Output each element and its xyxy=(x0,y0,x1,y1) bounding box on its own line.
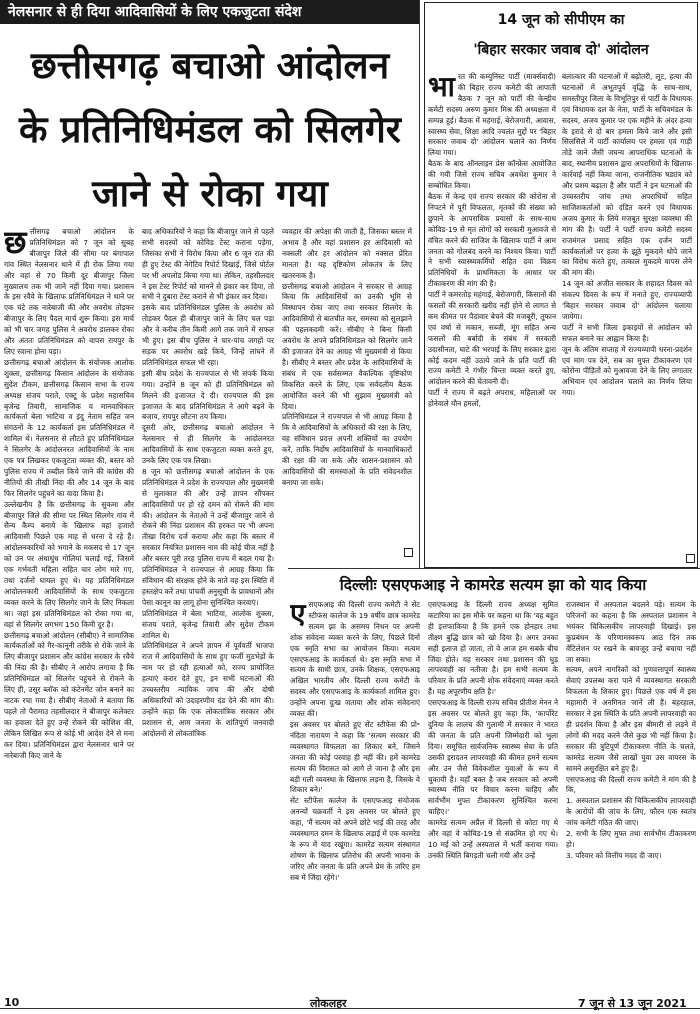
bottom-article-headline: दिल्लीः एसएफआइ ने कामरेड सत्यम झा को याद किया xyxy=(339,576,647,594)
right-article-end-mark xyxy=(686,554,695,563)
bottom-article-column-1 xyxy=(290,600,420,1006)
right-article-title-line-2: 'बिहार सरकार जवाब दो' आंदोलन xyxy=(473,42,649,58)
headline-line-1: छत्तीसगढ़ बचाओ आंदोलन xyxy=(30,44,390,87)
bottom-article-col1-text: सएफआइ की दिल्ली राज्य कमेटी ने सेंट स्टीफंस कालेज के 19 वर्षीय छात्र कामरेड सत्यम झा के असमय निधन पर अपनी शोक संवेदना व्यक्त करने के लिए, पिछले दिनों एक स्मृति सभा का आयोजन किया। सत्यम एसएफआइ के कार्यकर्ता थे। इस स्मृति सभा में सत्यम के साथी छात्र, उनके शिक्षक, एसएफआइ अखिल भारतीय और दिल्ली राज्य कमेटी के सदस्य और एसएफआइ के कार्यकर्ता शामिल हुए। उन्होंने अपना दुःख जताया और शोक संवेदनाएं व्यक्त कीं। इस अवसर पर बोलते हुए सेंट स्टीफेंस की प्रो॰ नंदिता नारायण ने कहा कि 'सत्यम सरकार की व्यवस्थागत विफलता का शिकार बने, जिसने जनता की कोई परवाह ही नहीं की। हमें कामरेड सत्यम की विरासत को आगे ले जाना है और इस बड़ी गली व्यवस्था के खिलाफ लड़ना है, जिसके वे शिकार बने।' सेंट स्टीफेंस कालेज के एसएफआइ संयोजक अनन्यों चक्रवर्ती ने इस अवसर पर बोलते हुए कहा, 'मैं सत्यम को अपने छोटे भाई की तरह और व्यवस्थागत दमन के खिलाफ लड़ाई में एक कामरेड के रूप में याद रखूंगा। कामरेड सत्यम संस्थागत शोषण के खिलाफ प्रतिरोध की अपनी भावना के जरिए और जनता के प्रति अपने प्रेम के जरिए हम सब में जिंदा रहेंगे।' xyxy=(290,600,420,882)
right-article-column-2: बलात्कार की घटनाओं में बढ़ोतरी, लूट, हत्या की घटनाओं में अभूतपूर्व वृद्धि के साथ-साथ, समस्तीपुर जिला के विभूतिपुर से पार्टी के विधायक एवं विधायक दल के नेता, पार्टी के सचिवमंडल के सदस्य, अजय कुमार पर एक महीने के अंदर हत्या के इरादे से दो बार हमला किये जाने और इसी सिलसिले में पार्टी कार्यालय पर हमला एवं गाड़ी तोड़े जाने जैसी जघन्य आपराधिक घटनाओं के बाद, स्थानीय प्रशासन द्वारा अपराधियों के खिलाफ कार्रवाई नहीं किया जाना, राजनीतिक षड्यंत्र को और प्रशय बढ़ाता है और पार्टी ने इन घटनाओं की उच्चस्तरीय जांच तथा अपराधियों सहित साजिशकर्ताओं को दंडित करने एवं विधायक अजय कुमार के लिये मजबूत सुरक्षा व्यवस्था की मांग की है। पार्टी ने पार्टी राज्य कमेटी सदस्य राजमंगल प्रसाद सहित एक दर्जन पार्टी कार्यकर्ताओं पर हत्या के झूठे मुकदमे थोपे जाने का विरोध करते हुए, तत्काल मुकदमे वापस लेने की मांग की। 14 जून को अजीत सरकार के शहादत दिवस को संकल्प दिवस के रूप में मनाते हुए, राज्यव्यापी 'बिहार सरकार जवाब दो' आंदोलन चलाया जायेगा। पार्टी ने सभी जिला इकाइयों से आंदोलन को सफल बनाने का आह्वान किया है। जून के अंतिम सप्ताह में राज्यव्यापी धरना-प्रदर्शन एवं मांग पत्र देने, सब का मुफ्त टीकाकरण एवं कोरोना पीड़ितों को मुआवजा देने के लिए लगातार अभियान एवं आंदोलन चलाने का निर्णय लिया गया। xyxy=(562,72,692,398)
left-article-column-2: बाद अधिकारियों ने कहा कि बीजापुर जाने से पहले सभी सदस्यों को कोविड टेस्ट कराना पड़ेगा, जिसका सभी ने विरोध किया और 6 जून रात की ही हुए टेस्ट की नेगेटिव रिपोर्ट दिखाई, जिसे पोर्टल पर भी अपलोड किया गया था। लेकिन, तहसीलदार ने इस टेस्ट रिपोर्ट को मानने से इंकार कर दिया, तो सभी ने दुबारा टेस्ट कराने से भी इंकार कर दिया। इसके बाद प्रतिनिधिमंडल पुलिस के अवरोध को तोड़कर पैदल ही बीजापुर जाने के लिए चल पड़ा और वे करीब तीन किमी आगे तक जाने में सफल भी हुए। इस बीच पुलिस ने चार-पांच जगहों पर सड़क पर अवरोध खड़े किये, जिन्हें लांघने में प्रतिनिधिमंडल सफल भी रहा। इसी बीच प्रदेश के राज्यपाल से भी संपर्क किया गया। उन्होंने 8 जून को ही प्रतिनिधिमंडल को मिलने की इजाजत दे दी। राज्यपाल की इस इजाजत के बाद प्रतिनिधिमंडल ने आगे बढ़ने के बजाय, रायपुर लौटना तय किया। दूसरी ओर, छत्तीसगढ़ बचाओ आंदोलन ने नेलसनार से ही सिलगेर के आंदोलनरत आदिवासियों के साथ एकजुटता व्यक्त करते हुए, उनके लिए एक पत्र लिखा। 8 जून को छत्तीसगढ़ बचाओ आंदोलन के एक प्रतिनिधिमंडल ने प्रदेश के राज्यपाल और मुख्यमंत्री से मुलाकात की और उन्हें ज्ञापन सौंपकर आदिवासियों पर हो रहे दमन को रोकने की मांग की। आंदोलन के नेताओं ने उन्हें बीजापुर जाने से रोकने की निंदा प्रशासन की हरकत पर भी अपना तीखा विरोध दर्ज कराया और कहा कि बस्तर में सरकार नियंत्रित प्रशासन नाम की कोई चीज नहीं है और बस्तर पूरी तरह पुलिस राज्य में बदल गया है। प्रतिनिधिमंडल ने राज्यपाल से आग्रह किया कि संविधान की संरक्षक होने के नाते वह इस स्थिति में हस्तक्षेप करें तथा पांचवीं अनुसूची के प्रावधानों और पेसा कानून का लागू होना सुनिश्चित करवाएं। प्रतिनिधिमंडल में बेला भाटिया, आलोक शुक्ला, संजय पराते, बृजेन्द्र तिवारी और सुदेश टीकम शामिल थे। प्रतिनिधिमंडल ने अपने ज्ञापन में पूर्ववर्ती भाजपा राज में आदिवासियों के साथ हुए फर्जी मुठभेड़ों के नाम पर हो रही हत्याओं को, राज्य प्रायोजित हत्याएं करार देते हुए, इन सभी घटनाओं की उच्चस्तरीय न्यायिक जांच की और दोषी अधिकारियों को उदाहरणीय दंड देने की मांग की। उन्होंने कहा कि एक लोकतांत्रिक सरकार और प्रशासन से, आम जनता के शांतिपूर्ण जनवादी आंदोलनों से लोकतांत्रिक xyxy=(142,227,274,738)
footer-publication: लोकलहर xyxy=(310,997,347,1010)
left-article-col1-text: त्तीसगढ़ बचाओ आंदोलन के प्रतिनिधिमंडल को 7 जून को सुबह बीजापुर जिले की सीमा पर बंगापाल गांव स्थित नेलसनार थाने में ही रोक लिया गया और वहां से 70 किमी दूर बीजापुर जिला मुख्यालय तक भी जाने नहीं दिया गया। प्रशासन के इस रवैये के खिलाफ प्रतिनिधिमंडल ने थाने पर एक घंटे तक नारेबाजी की और अवरोध तोड़कर बीजापुर के लिए पैदल मार्च शुरू किया। इस मार्च को भी चार जगह पुलिस ने अवरोध डालकर रोका और अंततः प्रतिनिधिमंडल को वापस रायपुर के लिए रवाना होना पड़ा। छत्तीसगढ़ बचाओ आंदोलन के संयोजक आलोक शुक्ला, छत्तीसगढ़ किसान आंदोलन के संयोजक सुदेश टीकम, छत्तीसगढ़ किसान सभा के राज्य अध्यक्ष संजय पराते, एक्टू के प्रदेश महासचिव बृजेन्द्र तिवारी, सामाजिक व मानवाधिकार कार्यकर्ता बेला भाटिया व इंदु नेताम सहित जन संगठनों के 12 कार्यकर्ता इस प्रतिनिधिमंडल में शामिल थे। नेलसनार से लौटते हुए प्रतिनिधिमंडल ने सिलगेर के आंदोलनरत आदिवासियों के नाम एक पत्र लिखकर एकजुटता व्यक्त की, बस्तर को पुलिस राज्य में तब्दील किये जाने की कांग्रेस की नीतियों की तीखी निंदा की और 14 जून के बाद फिर सिलगेर पहुंचने का वादा किया है। उल्लेखनीय है कि छत्तीसगढ़ के सुकमा और बीजापुर जिले की सीमा पर स्थित सिलगेर गांव में सैन्य कैम्प बनाये के खिलाफ वहां हजारों आदिवासी पिछले एक माह से धरना दे रहे हैं। आंदोलनकारियों को भगाने के मकसद से 17 जून को उन पर अंधाधुंध गोलियां चलाई गई, जिसमें एक गर्भवती महिला सहित चार लोग मारे गए, तथा दर्जनों घायल हुए थे। यह प्रतिनिधिमंडल आंदोलनकारी आदिवासियों के साथ एकजुटता व्यक्त करने के लिए सिलगेर जाने के लिए निकला था। जहां इस प्रतिनिधिमंडल को रोका गया था, वहां से सिलगेर लगभग 150 किमी दूर है। छत्तीसगढ़ बचाओ आंदोलन (सीबीए) ने सामाजिक कार्यकर्ताओं को गैर-कानूनी तरीके से रोके जाने के लिए बीजापुर प्रशासन और कांग्रेस सरकार के रवैये की निंदा की है। सीबीए ने आरोप लगाया है कि प्रतिनिधिमंडल को सिलगेर पहुंचने से रोकने के लिए ही, उसूर ब्लॉक को कंटेनमेंट जोन बनाने का नाटक रचा गया है। सीबीए नेताओं ने बताया कि पहले तो पैरामाउ तहसीलदार ने बीजापुर कलेक्टर का हवाला देते हुए उन्हें रोकने की कोशिश की, लेकिन लिखित रूप से कोई भी आदेश देने से मना कर दिया। प्रतिनिधिमंडल द्वारा नेलसनार थाने पर नारेबाजी किए जाने के xyxy=(4,227,134,760)
right-article-col1-text: रत की कम्युनिस्ट पार्टी (मार्क्सवादी) की बिहार राज्य कमेटी की आपाती बैठक 7 जून को पार्टी की केन्द्रीय कमेटी सदस्य अरुण कुमार मिश्र की अध्यक्षता में सम्पन्न हुई। बैठक में महंगाई, बेरोजगारी, आवास, स्वास्थ्य सेवा, शिक्षा आदि ज्वलंत मुद्दों पर 'बिहार सरकार जवाब दो' आंदोलन चलाने का निर्णय लिया गया। बैठक के बाद ऑनलाइन प्रेस कॉन्फ्रेंस आयोजित की गयी जिसे राज्य सचिव अवधेश कुमार ने सम्बोधित किया। बैठक में केन्द्र एवं राज्य सरकार की कोरोना से निपटने में पूरी विफलता, मृतकों की संख्या को छुपाने के आपराधिक प्रयासों के साथ-साथ कोविड-19 से मृत लोगों को सरकारी मुआवजे से वंचित करने की साजिश के खिलाफ पार्टी ने आम जनता को गोलबंद करने का निश्चय किया। पार्टी ने सभी स्वास्थ्यकर्मियों सहित दवा विक्रय प्रतिनिधियों के प्राथमिकता के आधार पर टीकाकरण की मांग की है। पार्टी ने कमरतोड़ महंगाई, बेरोजगारी, किसानों की फसलों की सरकारी खरीद नहीं होने से लागत से कम कीमत पर पैदावार बेचने की मजबूरी, तूफान एवं वर्षा से मकान, सब्जी, मूंग सहित अन्य फसलों की बर्बादी के संबंध में सरकारी उदासीनता, घाटे की भरपाई के लिए सरकार द्वारा कोई कदम नहीं उठाये जाने के प्रति पार्टी की राज्य कमेटी ने गंभीर चिन्ता व्यक्त करते हुए, आंदोलन करने की चेतावनी दी। पार्टी ने राज्य में बढ़ते अपराध, महिलाओं पर होनेवाले यौन हमलों, xyxy=(428,72,556,409)
right-article-dropcap: भा xyxy=(428,72,455,103)
left-article-dropcap: छ xyxy=(4,227,27,261)
right-article-title-line-1: 14 जून को सीपीएम का xyxy=(497,12,625,28)
bottom-article-top-rule xyxy=(288,568,700,569)
bottom-article-dropcap: ए xyxy=(290,600,306,630)
footer-date-range: 7 जून से 13 जून 2021 xyxy=(578,997,687,1010)
left-article-banner: नेलसनार से ही दिया आदिवासियों के लिए एकजुटता संदेश xyxy=(0,0,420,24)
left-article-column-1 xyxy=(4,227,134,1007)
headline-line-3: जाने से रोका गया xyxy=(92,172,328,215)
left-article-headline xyxy=(0,34,420,226)
right-article-column-1 xyxy=(428,72,556,560)
bottom-article-column-2: एसएफआइ के दिल्ली राज्य अध्यक्ष सुमित कटारिया का इस मौके पर कहना था कि 'वह बहुत ही इत्तफाकिया है कि हमने एक होनहार तथा तीक्ष्ण बुद्धि छात्र को खो दिया है। अगर उनका सही इलाज हो जाता, तो वे आज हम सबके बीच जिंदा होते। यह सरकार तथा प्रशासन की घुड़ लापरवाही का नतीजा है। हम सभी सत्यम के परिवार के प्रति अपनी शोक संवेदनाएं व्यक्त करते हैं। यह अपूरणीय क्षति है।' एसएफआइ के दिल्ली राज्य सचिव प्रीतीश मेनन ने इस अवसर पर बोलते हुए कहा कि, 'कार्पोरेट दुनिया के लालच की गुलामी में सरकार ने भारत की जनता के प्रति अपनी जिम्मेदारी को भुला दिया। समूचित सार्वजनिक स्वास्थ्य सेवा के प्रति उसकी इरादतन लापरवाही की कीमत हमने सत्यम और उन जैसे विवेकशील युवाओं के रूप में चुकायी है। यहाँ बक्त है जब सरकार को अपनी स्वास्थ्य नीति पर विचार करना चाहिए और सार्वभौम मुफ्त टीकाकरण सुनिश्चित करना चाहिए।' कामरेड सत्यम अप्रैल में दिल्ली से कोटा गए थे और वहां वे कोविड-19 से संक्रमित हो गए थे। 10 मई को उन्हें अस्पताल में भर्ती कराया गया। उनकी स्थिति बिगड़ती चली गयी और उन्हें xyxy=(428,600,558,860)
headline-line-2: के प्रतिनिधिमंडल को सिलगेर xyxy=(19,108,401,151)
footer-page-number: 10 xyxy=(4,996,20,1009)
column-separator xyxy=(419,0,420,568)
bottom-article-column-3: राजस्थान में अस्पताल बदलने पड़े। सत्यम के परिजनों का कहना है कि अस्पताल प्रशासन ने भयंकर चिकित्सकीय लापरवाही दिखाई। इस कुप्रबंधन के परिणामस्वरूप आठ दिन तक वेंटिलेशन पर रखने के बावजूद उन्हें बचाया नहीं जा सका। सत्यम, अपने नागरिकों को गुणवत्तापूर्ण स्वास्थ्य सेवाएं उपलब्ध करा पाने में व्यवस्थागत सरकारी विफलता के शिकार हुए। पिछले एक वर्ष में इस महामारी ने अनगिनत जानें ली हैं। बहरहाल, सरकार ने इस स्थिति के प्रति अपनी लापरवाही का ही प्रदर्शन किया है और इस बीमारी से लड़ने में लोगों की मदद करने जैसे कुछ भी नहीं किया है। सरकार की त्रुटिपूर्ण टीकाकरण नीति के चलते, कामरेड सत्यम जैसे लाखों युवा उस वायरस के सामने असुरक्षित बने हुए हैं। एसएफआइ की दिल्ली राज्य कमेटी ने मांग की है कि, 1. अस्पताल प्रशासन की चिकित्सकीय लापरवाही के आरोपों की जांच के लिए, फौरन एक स्वतंत्र जांच कमेटी गठित की जाए। 2. सभी के लिए मुफ्त तथा सार्वभौम टीकाकरण हो। 3. परिवार को वित्तीय मदद दी जाए। xyxy=(566,600,696,860)
left-article-end-mark xyxy=(404,548,413,557)
left-article-column-3: व्यवहार की अपेक्षा की जाती है, जिसका बस्तर में अभाव है और वहां प्रशासन हर आदिवासी को नक्सली और हर आंदोलन को नक्सल प्रेरित मानता है। यह दृष्टिकोण लोकतंत्र के लिए खतरनाक है। छत्तीसगढ़ बचाओ आंदोलन ने सरकार से आग्रह किया कि आदिवासियों का उनकी भूमि से विस्थापन रोका जाए तथा सरकार सिलगेर के आदिवासियों से बातचीत कर, समस्या को सुलझाने की पहलकदमी करें। सीबीए ने बिना किसी अवरोध के अपने प्रतिनिधिमंडल को सिलगेर जाने की इजाजत देने का आग्रह भी मुख्यमंत्री से किया है। सीबीए ने बस्तर और प्रदेश के आदिवासियों के संबंध में एक सर्वसम्मत वैकल्पिक दृष्टिकोण विकसित करने के लिए, एक सर्वदलीय बैठक आयोजित करने की भी सुझाव मुख्यमंत्री को दिया। प्रतिनिधिमंडल ने राज्यपाल से भी आग्रह किया है कि वे आदिवासियों के अधिकारों की रक्षा के लिए, वह संविधान प्रदत्त अपनी शक्तियों का उपयोग करें, ताकि निर्दोष आदिवासियों के मानवाधिकारों की रक्षा की जा सके और शासन-प्रशासन को आदिवासियों की समस्याओं के प्रति संवेदनशील बनाया जा सके। xyxy=(282,227,412,487)
